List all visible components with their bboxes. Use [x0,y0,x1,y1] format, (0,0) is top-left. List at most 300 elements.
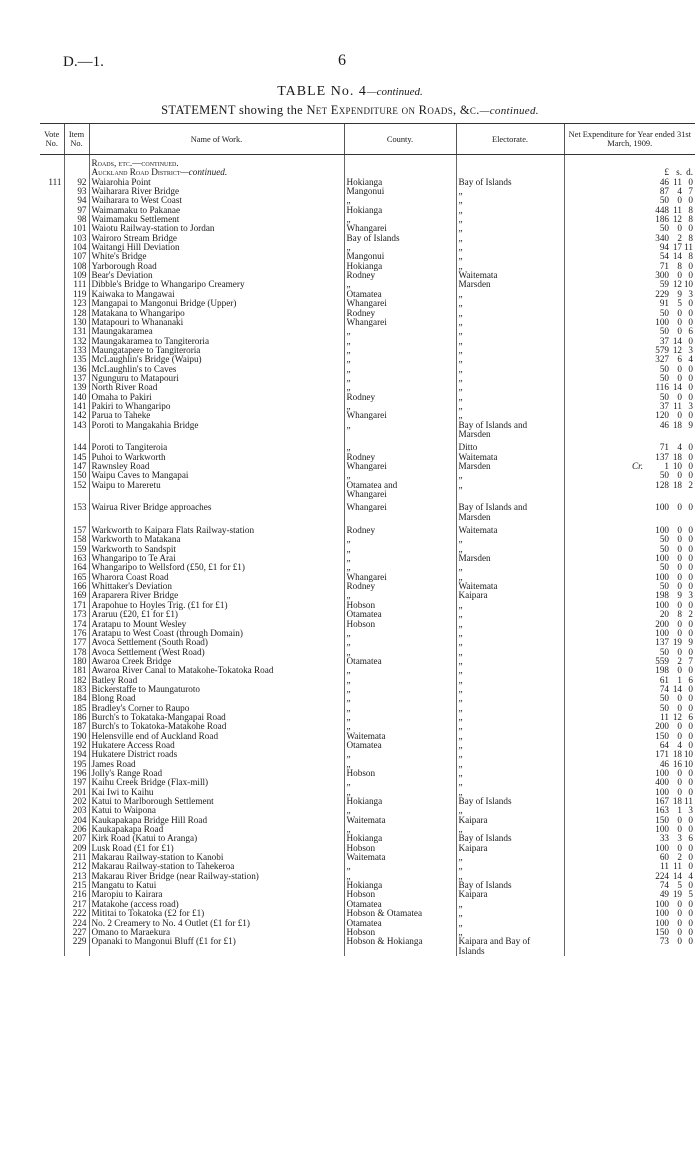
electorate-name: „ [456,694,564,703]
amount-pence: 0 [688,862,693,872]
amount-shillings: 0 [677,778,682,788]
amount-shillings: 0 [677,411,682,421]
work-name: McLaughlin's to Caves [89,365,344,374]
amount-pence: 3 [688,591,693,601]
net-expenditure [564,346,695,355]
vote-number [40,374,64,383]
amount-pounds: 186 [655,215,669,225]
county-name: Hokianga [344,178,456,187]
amount-shillings: 0 [677,843,682,853]
electorate-name: „ [456,402,564,411]
amount-shillings: 0 [677,373,682,383]
county-name: „ [344,760,456,769]
electorate-name: Bay of Islands [456,178,564,187]
amount-shillings: 5 [677,299,682,309]
item-number: 185 [64,704,89,713]
electorate-name: „ [456,629,564,638]
table-row [40,704,695,713]
work-name: Waiarohia Point [89,178,344,187]
amount-pence: 0 [688,392,693,402]
amount-pounds: 46 [659,420,669,430]
county-name: Hokianga [344,797,456,806]
vote-number [40,346,64,355]
county-name: „ [344,196,456,205]
vote-number [40,271,64,280]
amount-pence: 0 [688,778,693,788]
amount-pence: 0 [688,731,693,741]
county-name: Rodney [344,582,456,591]
electorate-name: „ [456,620,564,629]
county-name: Whangarei [344,318,456,327]
amount-pounds: 94 [659,243,669,253]
table-row [40,309,695,318]
item-number: 187 [64,722,89,731]
work-name: Maropiu to Kairara [89,890,344,899]
net-expenditure [564,481,695,490]
vote-number [40,890,64,899]
county-name: Rodney [344,393,456,402]
item-number: 177 [64,638,89,647]
item-number: 157 [64,526,89,535]
amount-pence: 0 [688,600,693,610]
work-name: Warkworth to Kaipara Flats Railway-station [89,526,344,535]
table-row [40,722,695,731]
county-name: „ [344,563,456,572]
net-expenditure [564,187,695,196]
item-number: 202 [64,797,89,806]
vote-number [40,327,64,336]
vote-number [40,421,64,430]
net-expenditure [564,676,695,685]
amount-pence: 0 [688,271,693,281]
amount-pounds: 60 [659,853,669,863]
amount-pounds: 120 [655,411,669,421]
table-row [40,402,695,411]
vote-number [40,834,64,843]
county-name: Whangarei [344,299,456,308]
amount-pounds: 137 [655,452,669,462]
item-number: 165 [64,573,89,582]
vote-number [40,503,64,512]
item-number: 131 [64,327,89,336]
amount-pence: 6 [688,327,693,337]
work-name: Makarau River Bridge (near Railway-station) [89,872,344,881]
electorate-name: „ [456,788,564,797]
electorate-name: „ [456,262,564,271]
electorate-name: „ [456,760,564,769]
col-vote: Vote No. [40,124,64,155]
item-number: 197 [64,778,89,787]
electorate-name: Marsden [456,513,564,522]
county-name: „ [344,676,456,685]
amount-pounds: 200 [655,619,669,629]
item-number: 182 [64,676,89,685]
electorate-name: „ [456,685,564,694]
table-row [40,657,695,666]
amount-pounds: 150 [655,731,669,741]
amount-pounds: 100 [655,317,669,327]
electorate-name: „ [456,365,564,374]
county-name: „ [344,383,456,392]
amount-shillings: 18 [672,452,682,462]
amount-shillings: 18 [672,797,682,807]
table-row [40,554,695,563]
county-name: „ [344,374,456,383]
vote-number [40,816,64,825]
vote-number [40,215,64,224]
work-name: Wairoro Stream Bridge [89,234,344,243]
net-expenditure [564,890,695,899]
vote-number [40,741,64,750]
electorate-name: „ [456,411,564,420]
work-name: Dibble's Bridge to Whangaripo Creamery [89,280,344,289]
electorate-name: „ [456,806,564,815]
work-name: Avoca Settlement (South Road) [89,638,344,647]
amount-pence: 0 [688,787,693,797]
amount-pounds: 50 [659,471,669,481]
electorate-name: „ [456,535,564,544]
amount-pounds: 50 [659,364,669,374]
electorate-name: Islands [456,947,564,956]
amount-shillings: 0 [677,572,682,582]
work-name: Matakohe (access road) [89,900,344,909]
electorate-name: Kaipara [456,890,564,899]
county-name: „ [344,327,456,336]
county-name: Otamatea [344,900,456,909]
electorate-name: „ [456,234,564,243]
vote-number [40,629,64,638]
amount-shillings: 3 [677,834,682,844]
item-number: 135 [64,355,89,364]
county-name: „ [344,750,456,759]
county-name: „ [344,806,456,815]
county-name: „ [344,535,456,544]
electorate-name: Kaipara [456,591,564,600]
item-number: 143 [64,421,89,430]
electorate-name: „ [456,919,564,928]
vote-number [40,648,64,657]
amount-pounds: 200 [655,722,669,732]
work-name: Hukatere Access Road [89,741,344,750]
amount-pence: 3 [688,806,693,816]
amount-pounds: 579 [655,345,669,355]
amount-shillings: 0 [677,694,682,704]
electorate-name: „ [456,215,564,224]
amount-shillings: 8 [677,261,682,271]
item-number [64,947,89,956]
vote-number: 111 [48,177,62,187]
vote-number [40,806,64,815]
vote-number [40,299,64,308]
amount-pence: 0 [688,554,693,564]
work-name: Whangaripo to Wellsford (£50, £1 for £1) [89,563,344,572]
electorate-name: Marsden [456,280,564,289]
vote-number [40,196,64,205]
amount-shillings: 19 [672,638,682,648]
amount-shillings: 14 [672,383,682,393]
net-expenditure [564,337,695,346]
amount-pounds: 100 [655,554,669,564]
amount-pence: 10 [683,280,693,290]
amount-shillings: 14 [672,871,682,881]
electorate-name: „ [456,327,564,336]
amount-shillings: 2 [677,233,682,243]
electorate-name: „ [456,928,564,937]
work-name: Warkworth to Sandspit [89,545,344,554]
amount-pounds: 167 [655,797,669,807]
table-row [40,196,695,205]
amount-pence: 3 [688,289,693,299]
amount-pence: 6 [688,834,693,844]
electorate-name: Kaipara [456,816,564,825]
amount-pence: 0 [688,572,693,582]
amount-pounds: 50 [659,647,669,657]
work-name: Wharora Coast Road [89,573,344,582]
vote-number [40,573,64,582]
work-name: Puhoi to Warkworth [89,453,344,462]
net-expenditure [564,383,695,392]
net-expenditure [564,535,695,544]
amount-shillings: 0 [677,196,682,206]
amount-shillings: 0 [677,224,682,234]
statement-subject: Net Expenditure on Roads, &c. [306,103,480,117]
net-expenditure [564,713,695,722]
net-expenditure [564,582,695,591]
work-name: Burch's to Tokataka-Mangapai Road [89,713,344,722]
amount-shillings: 0 [677,526,682,536]
item-number: 186 [64,713,89,722]
amount-pence: 0 [688,769,693,778]
vote-number [40,187,64,196]
county-name: „ [344,713,456,722]
work-name: Waimamaku Settlement [89,215,344,224]
county-name: Otamatea [344,610,456,619]
table-row [40,535,695,544]
county-name: Rodney [344,271,456,280]
electorate-name: Bay of Islands and [456,503,564,512]
vote-number [40,722,64,731]
work-name: Matapouri to Whananaki [89,318,344,327]
vote-number [40,769,64,778]
net-expenditure [564,280,695,289]
amount-pence: 8 [688,205,693,215]
amount-shillings: 12 [672,345,682,355]
table-row [40,919,695,928]
table-row [40,834,695,843]
amount-pence: 0 [688,909,693,919]
amount-pence: 7 [688,187,693,197]
item-number: 215 [64,881,89,890]
electorate-name: „ [456,318,564,327]
net-expenditure [564,234,695,243]
item-number: 217 [64,900,89,909]
county-name: Rodney [344,453,456,462]
net-expenditure [564,224,695,233]
item-number: 132 [64,337,89,346]
table-row [40,299,695,308]
amount-shillings: 0 [677,787,682,797]
item-number: 92 [64,178,89,187]
county-name: „ [344,365,456,374]
vote-number [40,591,64,600]
amount-shillings: 0 [677,619,682,629]
electorate-name: „ [456,648,564,657]
vote-number [40,797,64,806]
page-number: 6 [338,52,346,69]
item-number: 94 [64,196,89,205]
net-expenditure [564,853,695,862]
amount-pence: 10 [683,759,693,769]
work-name: Burch's to Tokatoka-Matakohe Road [89,722,344,731]
amount-pounds: 100 [655,843,669,853]
amount-pounds: 100 [655,909,669,919]
amount-pence: 0 [688,364,693,374]
amount-shillings: 8 [677,610,682,620]
electorate-name: Marsden [456,462,564,471]
work-name [89,430,344,439]
amount-pence: 9 [688,420,693,430]
amount-shillings: 9 [677,289,682,299]
table-row [40,610,695,619]
item-number: 192 [64,741,89,750]
amount-pounds: 50 [659,373,669,383]
electorate-name: „ [456,750,564,759]
electorate-name: „ [456,309,564,318]
amount-pence: 0 [688,694,693,704]
work-name: Whangaripo to Te Arai [89,554,344,563]
statement-title [0,103,700,118]
county-name: „ [344,421,456,430]
amount-pounds: 64 [659,740,669,750]
electorate-name: „ [456,778,564,787]
table-row [40,713,695,722]
net-expenditure [564,262,695,271]
electorate-name: Kaipara and Bay of [456,937,564,946]
county-name: Otamatea [344,657,456,666]
item-number: 227 [64,928,89,937]
net-expenditure [564,928,695,937]
net-expenditure [564,872,695,881]
item-number [64,513,89,522]
work-name: Bradley's Corner to Raupo [89,704,344,713]
amount-shillings: 10 [672,462,682,471]
vote-number [40,713,64,722]
amount-pence: 6 [688,712,693,722]
net-expenditure [564,778,695,787]
amount-pence: 0 [688,443,693,453]
item-number: 104 [64,243,89,252]
work-name: Kaihu Creek Bridge (Flax-mill) [89,778,344,787]
vote-number [40,309,64,318]
work-name: Poroti to Tangiteroia [89,443,344,452]
vote-number [40,513,64,522]
work-name: Katui to Waipona [89,806,344,815]
county-name: „ [344,402,456,411]
amount-shillings: 4 [677,443,682,453]
amount-pounds: 50 [659,308,669,318]
amount-pounds: 71 [659,443,669,453]
table-row [40,271,695,280]
table-row [40,513,695,522]
amount-pounds: 50 [659,582,669,592]
amount-pounds: 50 [659,703,669,713]
work-name: Poroti to Mangakahia Bridge [89,421,344,430]
statement-lead: STATEMENT showing the [161,103,307,117]
net-expenditure [564,806,695,815]
amount-pence: 0 [688,452,693,462]
item-number: 183 [64,685,89,694]
amount-pence: 0 [688,563,693,573]
amount-shillings: 0 [677,271,682,281]
amount-shillings: 0 [677,647,682,657]
work-name: Batley Road [89,676,344,685]
work-name: Maungatapere to Tangiteroria [89,346,344,355]
amount-shillings: 0 [677,364,682,374]
vote-number [40,243,64,252]
amount-pounds: 50 [659,196,669,206]
amount-pounds: 150 [655,927,669,937]
vote-number [40,620,64,629]
item-number: 201 [64,788,89,797]
net-expenditure [564,513,695,522]
net-expenditure [564,760,695,769]
amount-pounds: 71 [659,261,669,271]
item-number: 137 [64,374,89,383]
electorate-name: „ [456,704,564,713]
net-expenditure [564,573,695,582]
amount-pence: 4 [688,355,693,365]
county-name: Rodney [344,309,456,318]
vote-number [40,928,64,937]
item-number: 158 [64,535,89,544]
table-row [40,443,695,452]
work-name: Arapohue to Hoyles Trig. (£1 for £1) [89,601,344,610]
work-name [89,490,344,499]
net-expenditure [564,355,695,364]
amount-pounds: 116 [655,383,669,393]
work-name: Katui to Marlborough Settlement [89,797,344,806]
vote-number [40,657,64,666]
amount-pounds: 198 [655,666,669,676]
table-row [40,206,695,215]
amount-pence: 0 [688,299,693,309]
net-expenditure [564,648,695,657]
vote-number [40,853,64,862]
net-expenditure [564,601,695,610]
vote-number [40,462,64,471]
work-name: Waiharara to West Coast [89,196,344,205]
district-name: Auckland Road District [91,168,181,178]
amount-shillings: 4 [677,187,682,197]
vote-number [40,411,64,420]
item-number: 159 [64,545,89,554]
county-name: „ [344,694,456,703]
vote-number [40,453,64,462]
work-name: Waitangi Hill Deviation [89,243,344,252]
electorate-name: „ [456,732,564,741]
net-expenditure [564,462,695,471]
work-name: Awaroa River Canal to Matakohe-Tokatoka Road [89,666,344,675]
item-number: 103 [64,234,89,243]
table-row [40,224,695,233]
work-name: Rawnsley Road [89,462,344,471]
work-name: Omano to Maraekura [89,928,344,937]
work-name: Hukatere District roads [89,750,344,759]
table-row [40,337,695,346]
amount-pounds: 1 [664,462,669,471]
item-number: 140 [64,393,89,402]
amount-pounds: 100 [655,526,669,536]
